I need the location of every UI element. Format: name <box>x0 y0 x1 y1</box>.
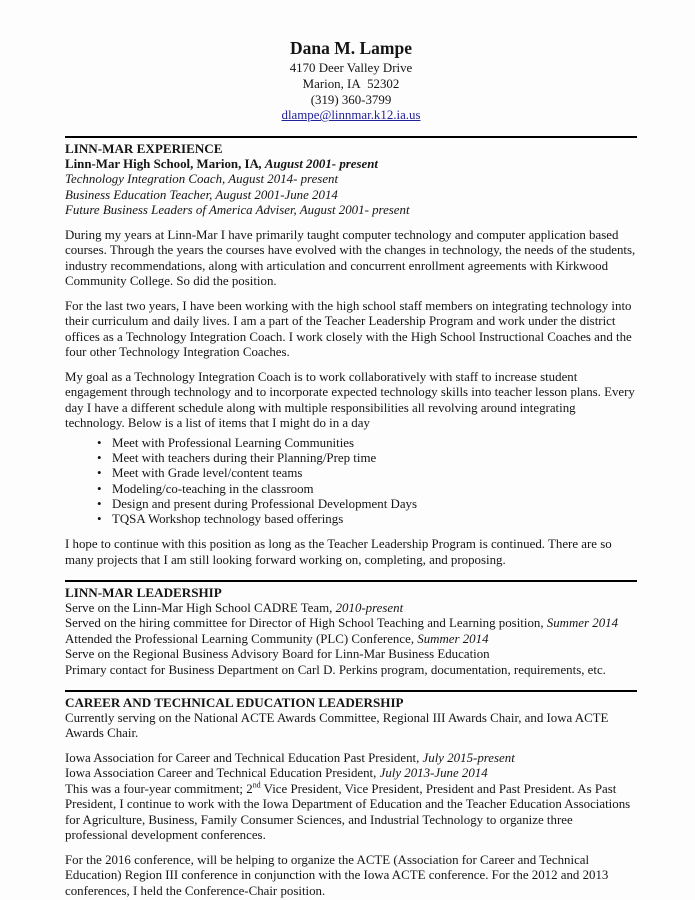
cte-commitment-paragraph <box>65 782 637 844</box>
role-line-3: Future Business Leaders of America Adviser, August 2001- present <box>65 203 410 218</box>
section-experience <box>65 141 637 568</box>
experience-paragraph-2: For the last two years, I have been working with the high school staff members on integrating technology into their curriculum and daily lives. I am a part of the Teacher Leadership Program and work under the district offices as a Technology Integration Coach. I work closely with the High School Instructional Coaches and the four other Technology Integration Coaches. <box>65 298 632 360</box>
leadership-line-3 <box>65 632 637 648</box>
leadership-line-2 <box>65 616 637 632</box>
daily-tasks-list <box>65 436 637 528</box>
leadership-text: Served on the hiring committee for Director of High School Teaching and Learning position, <box>65 616 547 631</box>
email-link[interactable]: dlampe@linnmar.k12.ia.us <box>281 108 421 123</box>
leadership-section-title: LINN-MAR LEADERSHIP <box>65 585 222 601</box>
list-item: • Meet with Grade level/content teams <box>97 466 637 481</box>
address-line-1: 4170 Deer Valley Drive <box>289 61 413 75</box>
cte-position-date: July 2013-June 2014 <box>379 766 488 781</box>
phone-number: (319) 360-3799 <box>310 92 392 107</box>
contact-header <box>65 38 637 124</box>
section-divider-2 <box>65 580 637 582</box>
leadership-date: Summer 2014 <box>417 631 489 646</box>
cte-position-text: Iowa Association Career and Technical Education President, <box>65 766 380 781</box>
list-item: • Meet with Professional Learning Communities <box>97 436 637 451</box>
section-divider-3 <box>65 690 637 692</box>
commitment-text-pre: This was a four-year commitment; 2 <box>65 781 253 796</box>
list-item: • Design and present during Professional Development Days <box>97 497 637 512</box>
ordinal-superscript: nd <box>252 780 261 790</box>
experience-org-line <box>65 157 637 173</box>
experience-paragraph-1: During my years at Linn-Mar I have primarily taught computer technology and computer application based courses. Through the years the courses have evolved with the changes in technology, the needs of the students, industry recommendations, along with articulation and concurrent enrollment agreements with Kirkwood Community College. So did the position. <box>65 227 636 289</box>
cte-section-title: CAREER AND TECHNICAL EDUCATION LEADERSHIP <box>65 695 404 711</box>
leadership-text: Serve on the Linn-Mar High School CADRE Team, <box>65 600 336 615</box>
leadership-text: Primary contact for Business Department on Carl D. Perkins program, documentation, requirements, etc. <box>65 662 606 677</box>
leadership-date: Summer 2014 <box>546 616 619 631</box>
cte-final-paragraph: For the 2016 conference, will be helping to organize the ACTE (Association for Career and Technical Education) Region III conference in conjunction with the Iowa ACTE conference. For the 2012 and 2013 conferences, I held the Conference-Chair position. <box>65 852 609 898</box>
list-item: • Meet with teachers during their Planning/Prep time <box>97 451 637 466</box>
cte-position-line-2 <box>65 766 637 782</box>
leadership-date: 2010-present <box>335 600 404 615</box>
commitment-text-post: Vice President, Vice President, President and Past President. As Past President, I continue to work with the Iowa Department of Education and the Teacher Education Associations for Agriculture, Business, Family Consumer Sciences, and Industrial Technology to organize three professional development conferences. <box>65 781 631 843</box>
person-name: Dana M. Lampe <box>289 38 412 58</box>
leadership-line-5 <box>65 663 637 679</box>
leadership-line-1 <box>65 601 637 617</box>
list-item: • TQSA Workshop technology based offerings <box>97 512 637 527</box>
cte-position-text: Iowa Association for Career and Technical Education Past President, <box>65 750 423 765</box>
section-leadership <box>65 585 637 678</box>
address-line-2: Marion, IA 52302 <box>302 76 400 91</box>
leadership-text: Attended the Professional Learning Community (PLC) Conference, <box>65 631 418 646</box>
leadership-text: Serve on the Regional Business Advisory Board for Linn-Mar Business Education <box>65 647 490 662</box>
list-item: • Modeling/co-teaching in the classroom <box>97 482 637 497</box>
section-divider-1 <box>65 136 637 138</box>
experience-paragraph-4: I hope to continue with this position as long as the Teacher Leadership Program is continued. There are so many projects that I am still looking forward working on, completing, and proposing. <box>65 537 612 567</box>
experience-section-title: LINN-MAR EXPERIENCE <box>65 141 223 157</box>
cte-position-date: July 2015-present <box>422 750 515 765</box>
leadership-line-4 <box>65 647 637 663</box>
role-line-2: Business Education Teacher, August 2001-June 2014 <box>65 187 338 202</box>
role-line-1: Technology Integration Coach, August 2014- present <box>65 172 339 187</box>
cte-intro-paragraph: Currently serving on the National ACTE Awards Committee, Regional III Awards Chair, and Iowa ACTE Awards Chair. <box>65 710 609 741</box>
org-name: Linn-Mar High School, Marion, IA <box>65 156 259 171</box>
email-row <box>65 108 637 124</box>
experience-paragraph-3: My goal as a Technology Integration Coach is to work collaboratively with staff to increase student engagement through technology and to incorporate expected technology skills into teacher lesson plans. Every day I have a different schedule along with multiple responsibilities all revolving around integrating technology. Below is a list of items that I might do in a day <box>65 369 635 431</box>
cte-position-line-1 <box>65 751 637 767</box>
section-cte-leadership <box>65 695 637 899</box>
org-dates: , August 2001- present <box>258 156 378 171</box>
